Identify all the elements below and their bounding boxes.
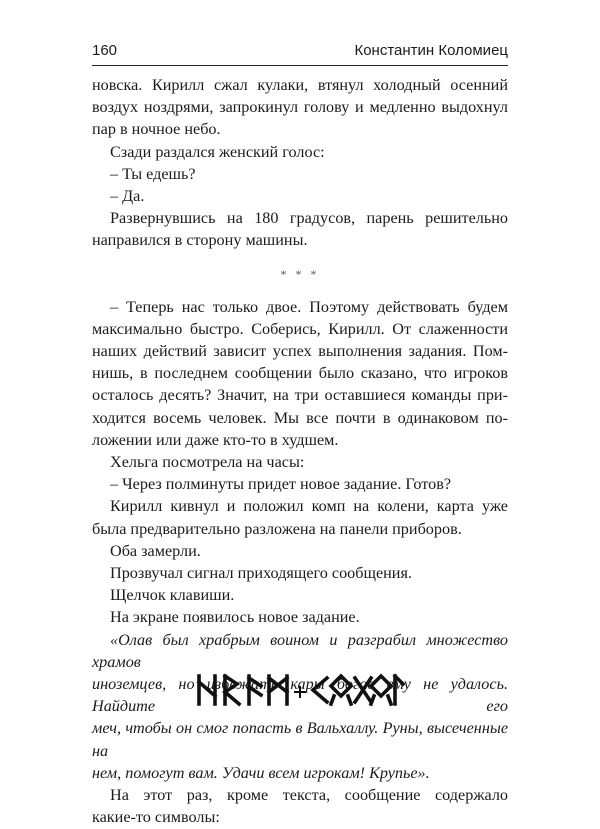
dialogue-line: – Ты едешь? — [110, 164, 196, 183]
text-line: Кирилл кивнул и положил комп на колени, карта уже — [110, 497, 508, 516]
text-line: была предварительно разложена на панели приборов. — [92, 519, 462, 538]
section-break: * * * — [280, 266, 320, 281]
text-line: Щелчок клавиши. — [110, 586, 235, 605]
text-line: нишь, в последнем сообщении было сказано, что игроков — [92, 364, 508, 383]
rune-inscription — [92, 672, 508, 713]
author-name: Константин Коломиец — [354, 42, 508, 59]
page-number: 160 — [92, 42, 118, 59]
text-line: Сзади раздался женский голос: — [110, 142, 325, 161]
header-rule — [92, 65, 508, 66]
quote-line: нем, помогут вам. Удачи всем игрокам! Крупье». — [92, 763, 430, 782]
text-line: На этот раз, кроме текста, сообщение содержало — [110, 786, 508, 805]
section-gap — [92, 285, 508, 296]
quote-line: «Олав был храбрым воином и разграбил множество храмов — [92, 630, 508, 671]
text-line: Развернувшись на 180 градусов, парень решительно — [110, 209, 508, 228]
text-line: осталось десять? Значит, на три оставшиеся команды при- — [92, 386, 508, 405]
dialogue-line: – Да. — [110, 187, 145, 206]
text-line: пар в ночное небо. — [92, 120, 221, 139]
text-line: На экране появилось новое задание. — [110, 608, 360, 627]
text-line: ложении или даже кто-то в худшем. — [92, 430, 339, 449]
runes-icon — [195, 672, 405, 708]
page-body — [92, 74, 508, 829]
running-header — [92, 42, 508, 62]
text-line: Хельга посмотрела на часы: — [110, 453, 305, 472]
text-line: наших действий зависит успех выполнения задания. Пом- — [92, 342, 508, 361]
text-line: Прозвучал сигнал приходящего сообщения. — [110, 564, 412, 583]
text-line: какие-то символы: — [92, 808, 220, 827]
quote-line: иноземцев, но избежать кары богов ему не удалось. Найдите его — [92, 675, 508, 716]
dialogue-line: – Теперь нас только двое. Поэтому действовать будем — [110, 297, 508, 316]
text-line: новска. Кирилл сжал кулаки, втянул холодный осенний — [92, 76, 508, 94]
dialogue-line: – Через полминуты придет новое задание. Готов? — [110, 475, 452, 494]
text-line: максимально быстро. Соберись, Кирилл. От слаженности — [92, 319, 508, 338]
text-line: направился в сторону машины. — [92, 231, 308, 250]
text-line: ходится восемь человек. Мы все почти в одинаковом по- — [92, 408, 508, 427]
text-line: воздух ноздрями, запрокинул голову и медленно выдохнул — [92, 98, 508, 117]
section-gap — [92, 252, 508, 263]
quote-line: меч, чтобы он смог попасть в Вальхаллу. Руны, высеченные на — [92, 719, 508, 760]
text-line: Оба замерли. — [110, 541, 201, 560]
